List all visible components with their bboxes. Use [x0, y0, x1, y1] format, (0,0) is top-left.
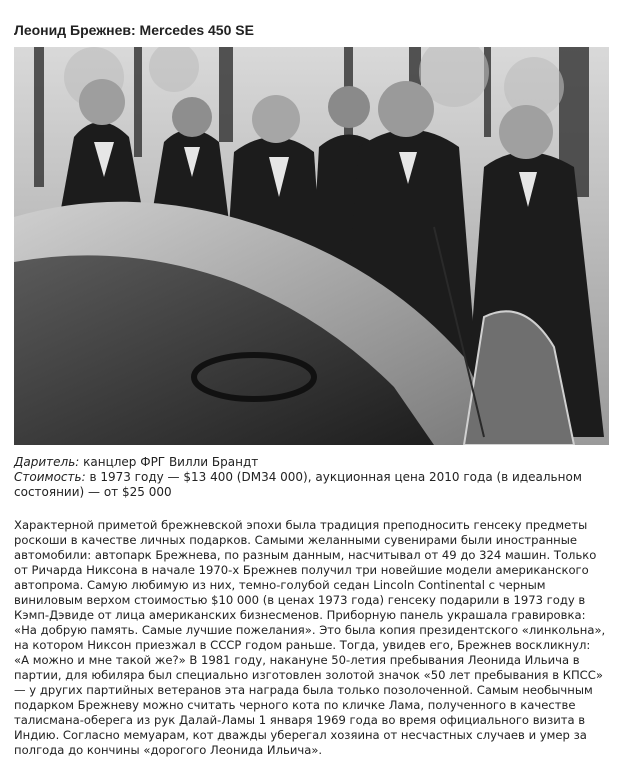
gift-details: [14, 455, 606, 500]
page-title: Леонид Брежнев: Mercedes 450 SE: [14, 22, 254, 38]
historical-photo: [14, 47, 609, 445]
article-paragraph: Характерной приметой брежневской эпохи была традиция преподносить генсеку предметы роскоши в качестве личных подарков. Самыми желанными сувенирами были иностранные автомобили: автопарк Брежнева, по разным данным, насчитывал от 49 до 324 машин. Только от Ричарда Никсона в начале 1970-х Брежнев получил три новейшие модели американского автопрома. Самую любимую из них, темно-голубой седан Lincoln Continental с черным виниловым верхом стоимостью $10 000 (в ценах 1973 года) генсеку подарили в 1973 году в Кэмп-Дэвиде от лица американских бизнесменов. Приборную панель украшала гравировка: «На добрую память. Самые лучшие пожелания». Это была копия президентского «линкольна», на котором Никсон приезжал в СССР годом раньше. Тогда, увидев его, Брежнев воскликнул: «А можно и мне такой же?» В 1981 году, накануне 50-летия пребывания Леонида Ильича в партии, для юбиляра был специально изготовлен золотой значок «50 лет пребывания в КПСС» — у других партийных ветеранов эта награда была только позолоченной. Самым необычным подарком Брежневу можно считать черного кота по кличке Лама, полученного в качестве талисмана-оберега из рук Далай-Ламы 1 января 1969 года во время официального визита в Индию. Согласно мемуарам, кот дважды уберегал хозяина от несчастных случаев и умер за полгода до кончины «дорогого Леонида Ильича».: [14, 518, 606, 757]
article-body: [14, 518, 608, 758]
photo-illustration: [14, 47, 609, 445]
donor-value: канцлер ФРГ Вилли Брандт: [83, 455, 259, 469]
donor-label: Даритель:: [14, 455, 80, 469]
cost-line: [14, 470, 606, 500]
cost-label: Стоимость:: [14, 470, 86, 484]
cost-value: в 1973 году — $13 400 (DM34 000), аукционная цена 2010 года (в идеальном состоянии) — от $25 000: [14, 470, 582, 499]
donor-line: [14, 455, 606, 470]
